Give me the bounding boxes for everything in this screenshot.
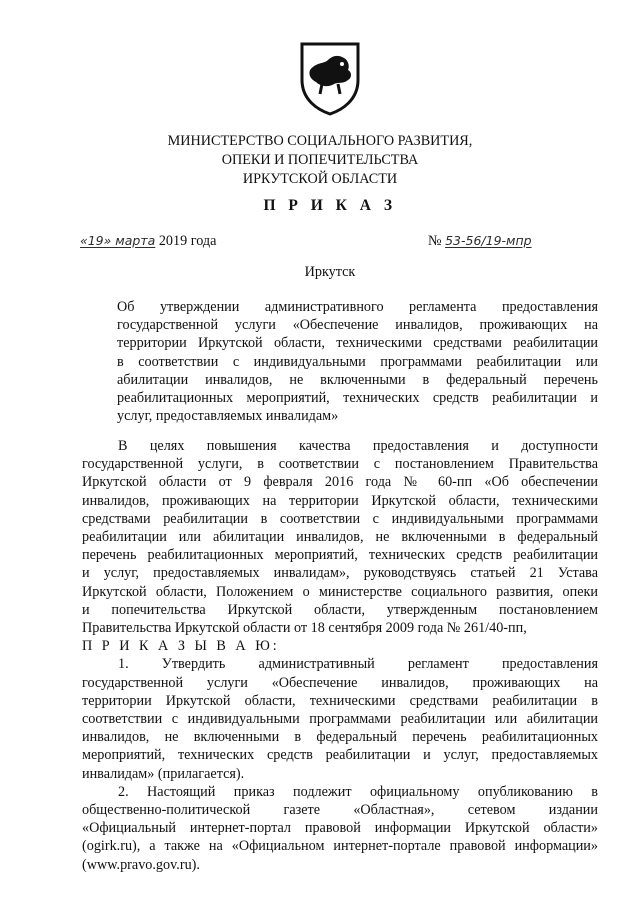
order-subject [117, 298, 598, 425]
item-1-line: территории Иркутской области, техническими средствами реабилитации в [82, 692, 598, 709]
item-1-line: 1. Утвердить административный регламент предоставления [118, 656, 598, 673]
item-2-line: общественно-политической газете «Областная», сетевом издании [82, 802, 598, 819]
item-1-line: инвалидов, не включенными в федеральный перечень реабилитационных [82, 729, 598, 746]
ministry-line: МИНИСТЕРСТВО СОЦИАЛЬНОГО РАЗВИТИЯ, [167, 133, 473, 149]
preamble-line: средствами реабилитации в соответствии с индивидуальными программами [82, 510, 598, 527]
item-1-line: соответствии с индивидуальными программами реабилитации или абилитации [82, 711, 598, 728]
handwritten-date: «19» марта [80, 233, 156, 248]
preamble-line: реабилитации или абилитации инвалидов, не включенными в федеральный [82, 529, 598, 546]
item-1-line: государственной услуги «Обеспечение инвалидов, проживающих на [82, 674, 598, 691]
item-1-line: мероприятий, технических средств реабилитации и услуг, предоставляемых [82, 747, 598, 764]
preamble-line: Правительства Иркутской области от 18 сентября 2009 года № 261/40-пп, [82, 620, 527, 637]
subject-line: территории Иркутской области, техническими средствами реабилитации [117, 335, 598, 352]
item-1-line: инвалидам» (прилагается). [82, 765, 245, 782]
ministry-line: ОПЕКИ И ПОПЕЧИТЕЛЬСТВА [221, 152, 419, 168]
order-body [82, 437, 598, 874]
item-2-line: «Официальный интернет-портал правовой информации Иркутской области» [82, 820, 598, 837]
order-number [428, 233, 532, 250]
subject-line: государственной услуги «Обеспечение инвалидов, проживающих на [117, 317, 598, 334]
preamble-line: инвалидов, проживающих на территории Иркутской области, техническими [82, 492, 598, 509]
date-year: 2019 года [158, 233, 217, 249]
document-type: П Р И К А З [263, 197, 397, 214]
item-2-line: (ogirk.ru), а также на «Официальном интернет-портале правовой информации» [82, 838, 598, 855]
preamble-line: В целях повышения качества предоставления и доступности [118, 438, 598, 454]
preamble-line: государственной услуги, в соответствии с постановлением Правительства [82, 456, 598, 473]
subject-line: Об утверждении административного регламента предоставления [117, 299, 598, 315]
coat-of-arms-icon [298, 40, 362, 116]
subject-line: реабилитационных мероприятий, технических средств реабилитации и [117, 390, 598, 407]
subject-line: абилитации инвалидов, не включенными в федеральный перечень [117, 371, 598, 388]
handwritten-number: 53-56/19-мпр [445, 233, 532, 248]
ministry-line: ИРКУТСКОЙ ОБЛАСТИ [242, 171, 398, 187]
subject-line: в соответствии с индивидуальными программами реабилитации или [117, 353, 598, 370]
item-2-line: (www.pravo.gov.ru). [82, 856, 200, 873]
item-2-line: 2. Настоящий приказ подлежит официальному опубликованию в [118, 783, 598, 800]
preamble-line: перечень реабилитационных мероприятий, технических средств реабилитации [82, 547, 598, 564]
order-date [80, 233, 216, 250]
subject-line: услуг, предоставляемых инвалидам» [117, 408, 339, 425]
preamble-line: Иркутской области от 9 февраля 2016 года № 60-пп «Об обеспечении [82, 474, 598, 491]
ministry-name [0, 132, 640, 189]
number-prefix: № [428, 233, 442, 249]
preamble-line: Иркутской области, Положением о министерстве социального развития, опеки [82, 583, 598, 600]
preamble-line: и попечительства Иркутской области, утвержденным постановлением [82, 601, 598, 618]
preamble-line: и услуг, предоставляемых инвалидам», руководствуясь статьей 21 Устава [82, 565, 598, 582]
order-word: П Р И К А З Ы В А Ю: [82, 638, 280, 655]
city: Иркутск [304, 264, 356, 280]
